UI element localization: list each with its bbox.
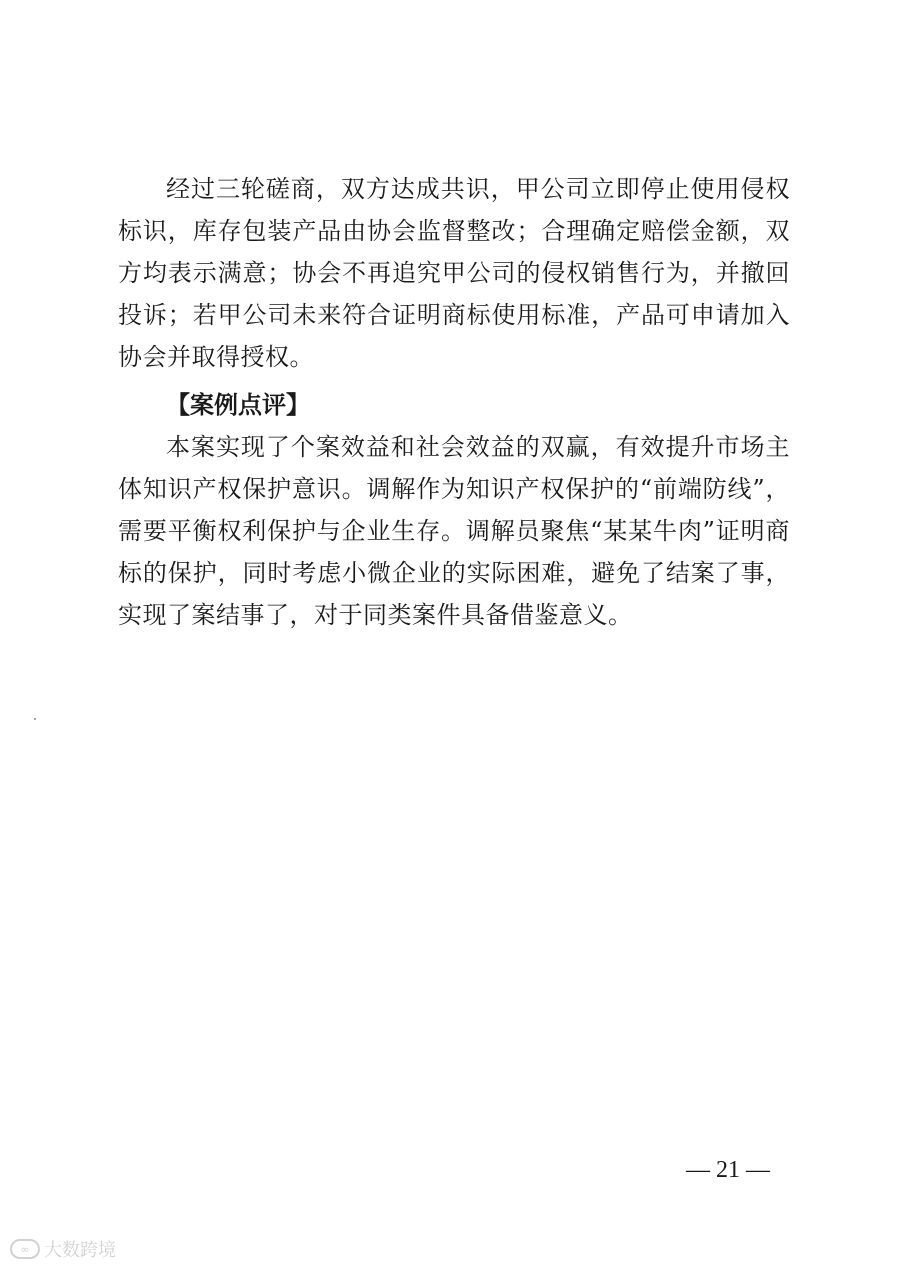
scan-speck bbox=[34, 718, 36, 720]
document-body bbox=[118, 168, 790, 636]
watermark-text: 大数跨境 bbox=[44, 1240, 116, 1261]
section-heading-case-review: 【案例点评】 bbox=[166, 391, 310, 419]
watermark-logo-icon: ∞ bbox=[10, 1239, 40, 1259]
paragraph-case-review: 本案实现了个案效益和社会效益的双赢，有效提升市场主体知识产权保护意识。调解作为知识产权保护的“前端防线”，需要平衡权利保护与企业生存。调解员聚焦“某某牛肉”证明商标的保护，同时考虑小微企业的实际困难，避免了结案了事，实现了案结事了，对于同类案件具备借鉴意义。 bbox=[118, 433, 790, 629]
watermark bbox=[10, 1236, 116, 1262]
paragraph-settlement: 经过三轮磋商，双方达成共识，甲公司立即停止使用侵权标识，库存包装产品由协会监督整改；合理确定赔偿金额，双方均表示满意；协会不再追究甲公司的侵权销售行为，并撤回投诉；若甲公司未来符合证明商标使用标准，产品可申请加入协会并取得授权。 bbox=[118, 175, 790, 371]
page-number: — 21 — bbox=[686, 1157, 770, 1183]
